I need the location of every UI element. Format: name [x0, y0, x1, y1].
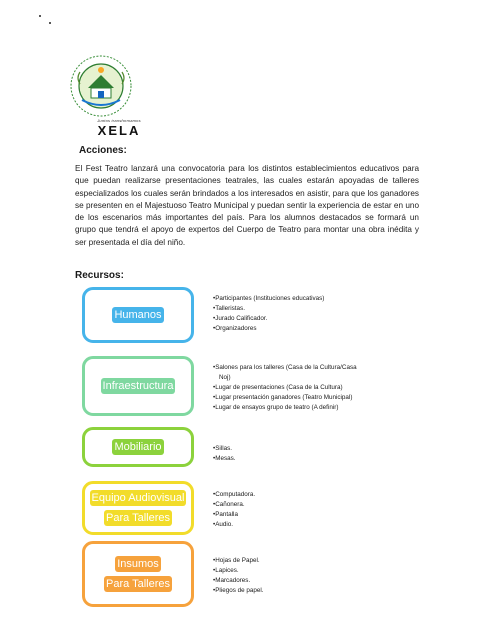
brand-name: XELA [97, 123, 141, 138]
resource-item: Noj) [219, 374, 231, 381]
resource-category-box [82, 481, 194, 535]
resource-item: •Participantes (Instituciones educativas) [213, 295, 325, 302]
resource-category-label: Mobiliario [114, 441, 162, 453]
resource-item: •Lapices. [213, 567, 239, 574]
resource-category-box [82, 356, 194, 416]
acciones-paragraph: El Fest Teatro lanzará una convocatoria para los distintos establecimientos educativos para que puedan realizarse presentaciones teatrales, las cuales estarán apoyadas de talleres especializados los cuales serán brindados a los interesados en asistir, para que los ganadores se presenten en el Majestuoso Teatro Municipal y puedan sentir la experiencia de estar en uno de los escenarios más importantes del país. Para los alumnos destacados se formará un grupo que tendrá el apoyo de expertos del Cuerpo de Teatro para montar una obra inédita y ser presentada el día del niño. [75, 164, 419, 247]
resource-item: •Lugar de presentaciones (Casa de la Cultura) [213, 384, 343, 391]
resource-item: •Talleristas. [213, 305, 245, 312]
resource-items-list [213, 490, 413, 530]
resource-item: •Audio. [213, 521, 234, 528]
resource-item: •Jurado Calificador. [213, 315, 268, 322]
resource-category-label: Infraestructura [102, 380, 174, 392]
resource-items-list [213, 294, 413, 334]
resource-item: •Lugar de ensayos grupo de teatro (A definir) [213, 404, 339, 411]
resource-items-list [213, 444, 413, 464]
resource-item: •Pliegos de papel. [213, 587, 264, 594]
resource-items-list [213, 556, 413, 596]
scan-speck [39, 15, 41, 17]
resource-category-box [82, 287, 194, 343]
resource-item: •Computadora. [213, 491, 256, 498]
resource-category-box [82, 427, 194, 467]
resource-category-label: Para Talleres [106, 578, 170, 590]
scan-speck [49, 22, 51, 24]
resource-item: •Lugar presentación ganadores (Teatro Municipal) [213, 394, 353, 401]
resource-items-list [213, 363, 413, 413]
brand-tagline: Juntos transformamos [97, 118, 141, 123]
brand-block [74, 118, 164, 137]
resource-category-label: Para Talleres [106, 512, 170, 524]
resource-item: •Sillas. [213, 445, 233, 452]
resource-item: •Pantalla [213, 511, 238, 518]
resource-category-label: Insumos [117, 558, 159, 570]
recursos-heading: Recursos: [75, 270, 124, 281]
resource-category-label: Equipo Audiovisual [91, 492, 185, 504]
municipality-logo [60, 48, 142, 126]
resource-category-label: Humanos [114, 309, 162, 321]
resource-item: •Hojas de Papel. [213, 557, 260, 564]
resource-item: •Cañonera. [213, 501, 245, 508]
resource-item: •Salones para los talleres (Casa de la Cultura/Casa [213, 364, 357, 371]
resource-category-box [82, 541, 194, 607]
resource-item: •Mesas. [213, 455, 236, 462]
resource-item: •Organizadores [213, 325, 257, 332]
acciones-heading: Acciones: [79, 145, 127, 156]
resource-item: •Marcadores. [213, 577, 251, 584]
